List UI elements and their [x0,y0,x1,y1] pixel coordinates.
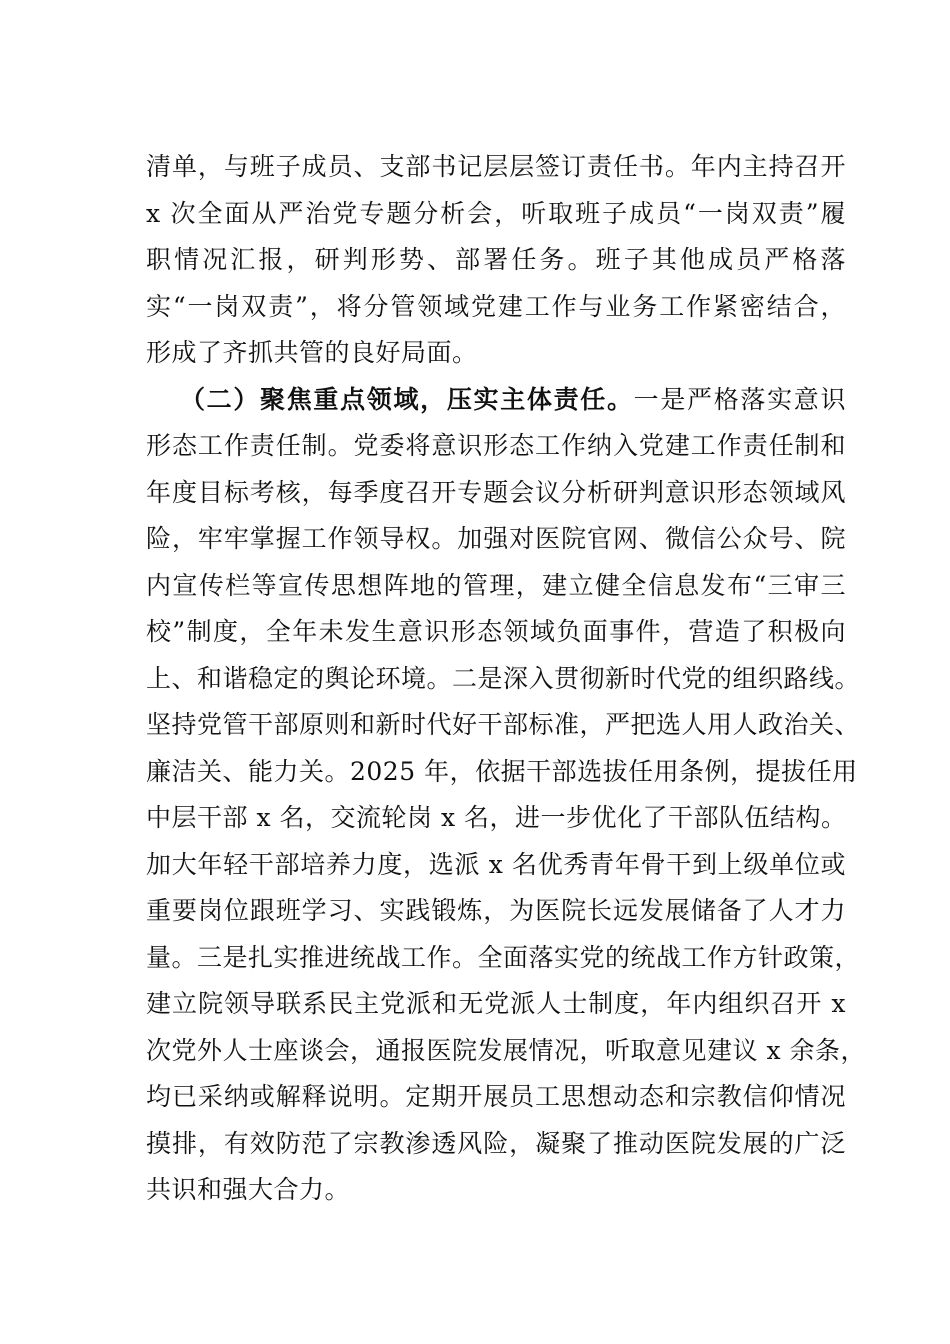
text-line: 年度目标考核，每季度召开专题会议分析研判意识形态领域风 [146,477,846,507]
text-line: 共识和强大合力。 [146,1175,351,1204]
text-line: 清单，与班子成员、支部书记层层签订责任书。年内主持召开 [146,152,846,181]
text-line: 职情况汇报，研判形势、部署任务。班子其他成员严格落 [146,245,846,274]
text-line: 摸排，有效防范了宗教渗透风险，凝聚了推动医院发展的广泛 [146,1128,846,1158]
text-line: 中层干部 x 名，交流轮岗 x 名，进一步优化了干部队伍结构。 [146,803,847,832]
text-line: 形成了齐抓共管的良好局面。 [146,338,478,367]
text-line: 上、和谐稳定的舆论环境。二是深入贯彻新时代党的组织路线。 [146,663,861,693]
paragraph-2 [146,377,866,1214]
paragraph-1 [146,144,846,377]
section-first-line-text: 一是严格落实意识 [633,384,846,414]
text-line: 次党外人士座谈会，通报医院发展情况，听取意见建议 x 余条， [146,1035,866,1065]
section-first-line [146,377,846,424]
text-line: 建立院领导联系民主党派和无党派人士制度，年内组织召开 x [146,989,846,1018]
text-line: 内宣传栏等宣传思想阵地的管理，建立健全信息发布“三审三 [146,570,846,600]
text-line: 险，牢牢掌握工作领导权。加强对医院官网、微信公众号、院 [146,524,846,553]
text-line: 均已采纳或解释说明。定期开展员工思想动态和宗教信仰情况 [146,1082,846,1111]
text-line: 廉洁关、能力关。2025 年，依据干部选拔任用条例，提拔任用 [146,756,858,786]
text-line: 形态工作责任制。党委将意识形态工作纳入党建工作责任制和 [146,431,846,460]
text-line: 量。三是扎实推进统战工作。全面落实党的统战工作方针政策， [146,942,861,972]
text-line: 重要岗位跟班学习、实践锻炼，为医院长远发展储备了人才力 [146,896,846,925]
text-line: 校”制度，全年未发生意识形态领域负面事件，营造了积极向 [146,617,846,646]
text-line: 实“一岗双责”，将分管领域党建工作与业务工作紧密结合， [146,291,846,321]
text-line: x 次全面从严治党专题分析会，听取班子成员“一岗双责”履 [146,198,846,228]
text-line: 坚持党管干部原则和新时代好干部标准，严把选人用人政治关、 [146,710,861,739]
text-line: 加大年轻干部培养力度，选派 x 名优秀青年骨干到上级单位或 [146,849,846,879]
document-body [146,144,866,1214]
section-heading: （二）聚焦重点领域，压实主体责任。 [180,384,634,414]
